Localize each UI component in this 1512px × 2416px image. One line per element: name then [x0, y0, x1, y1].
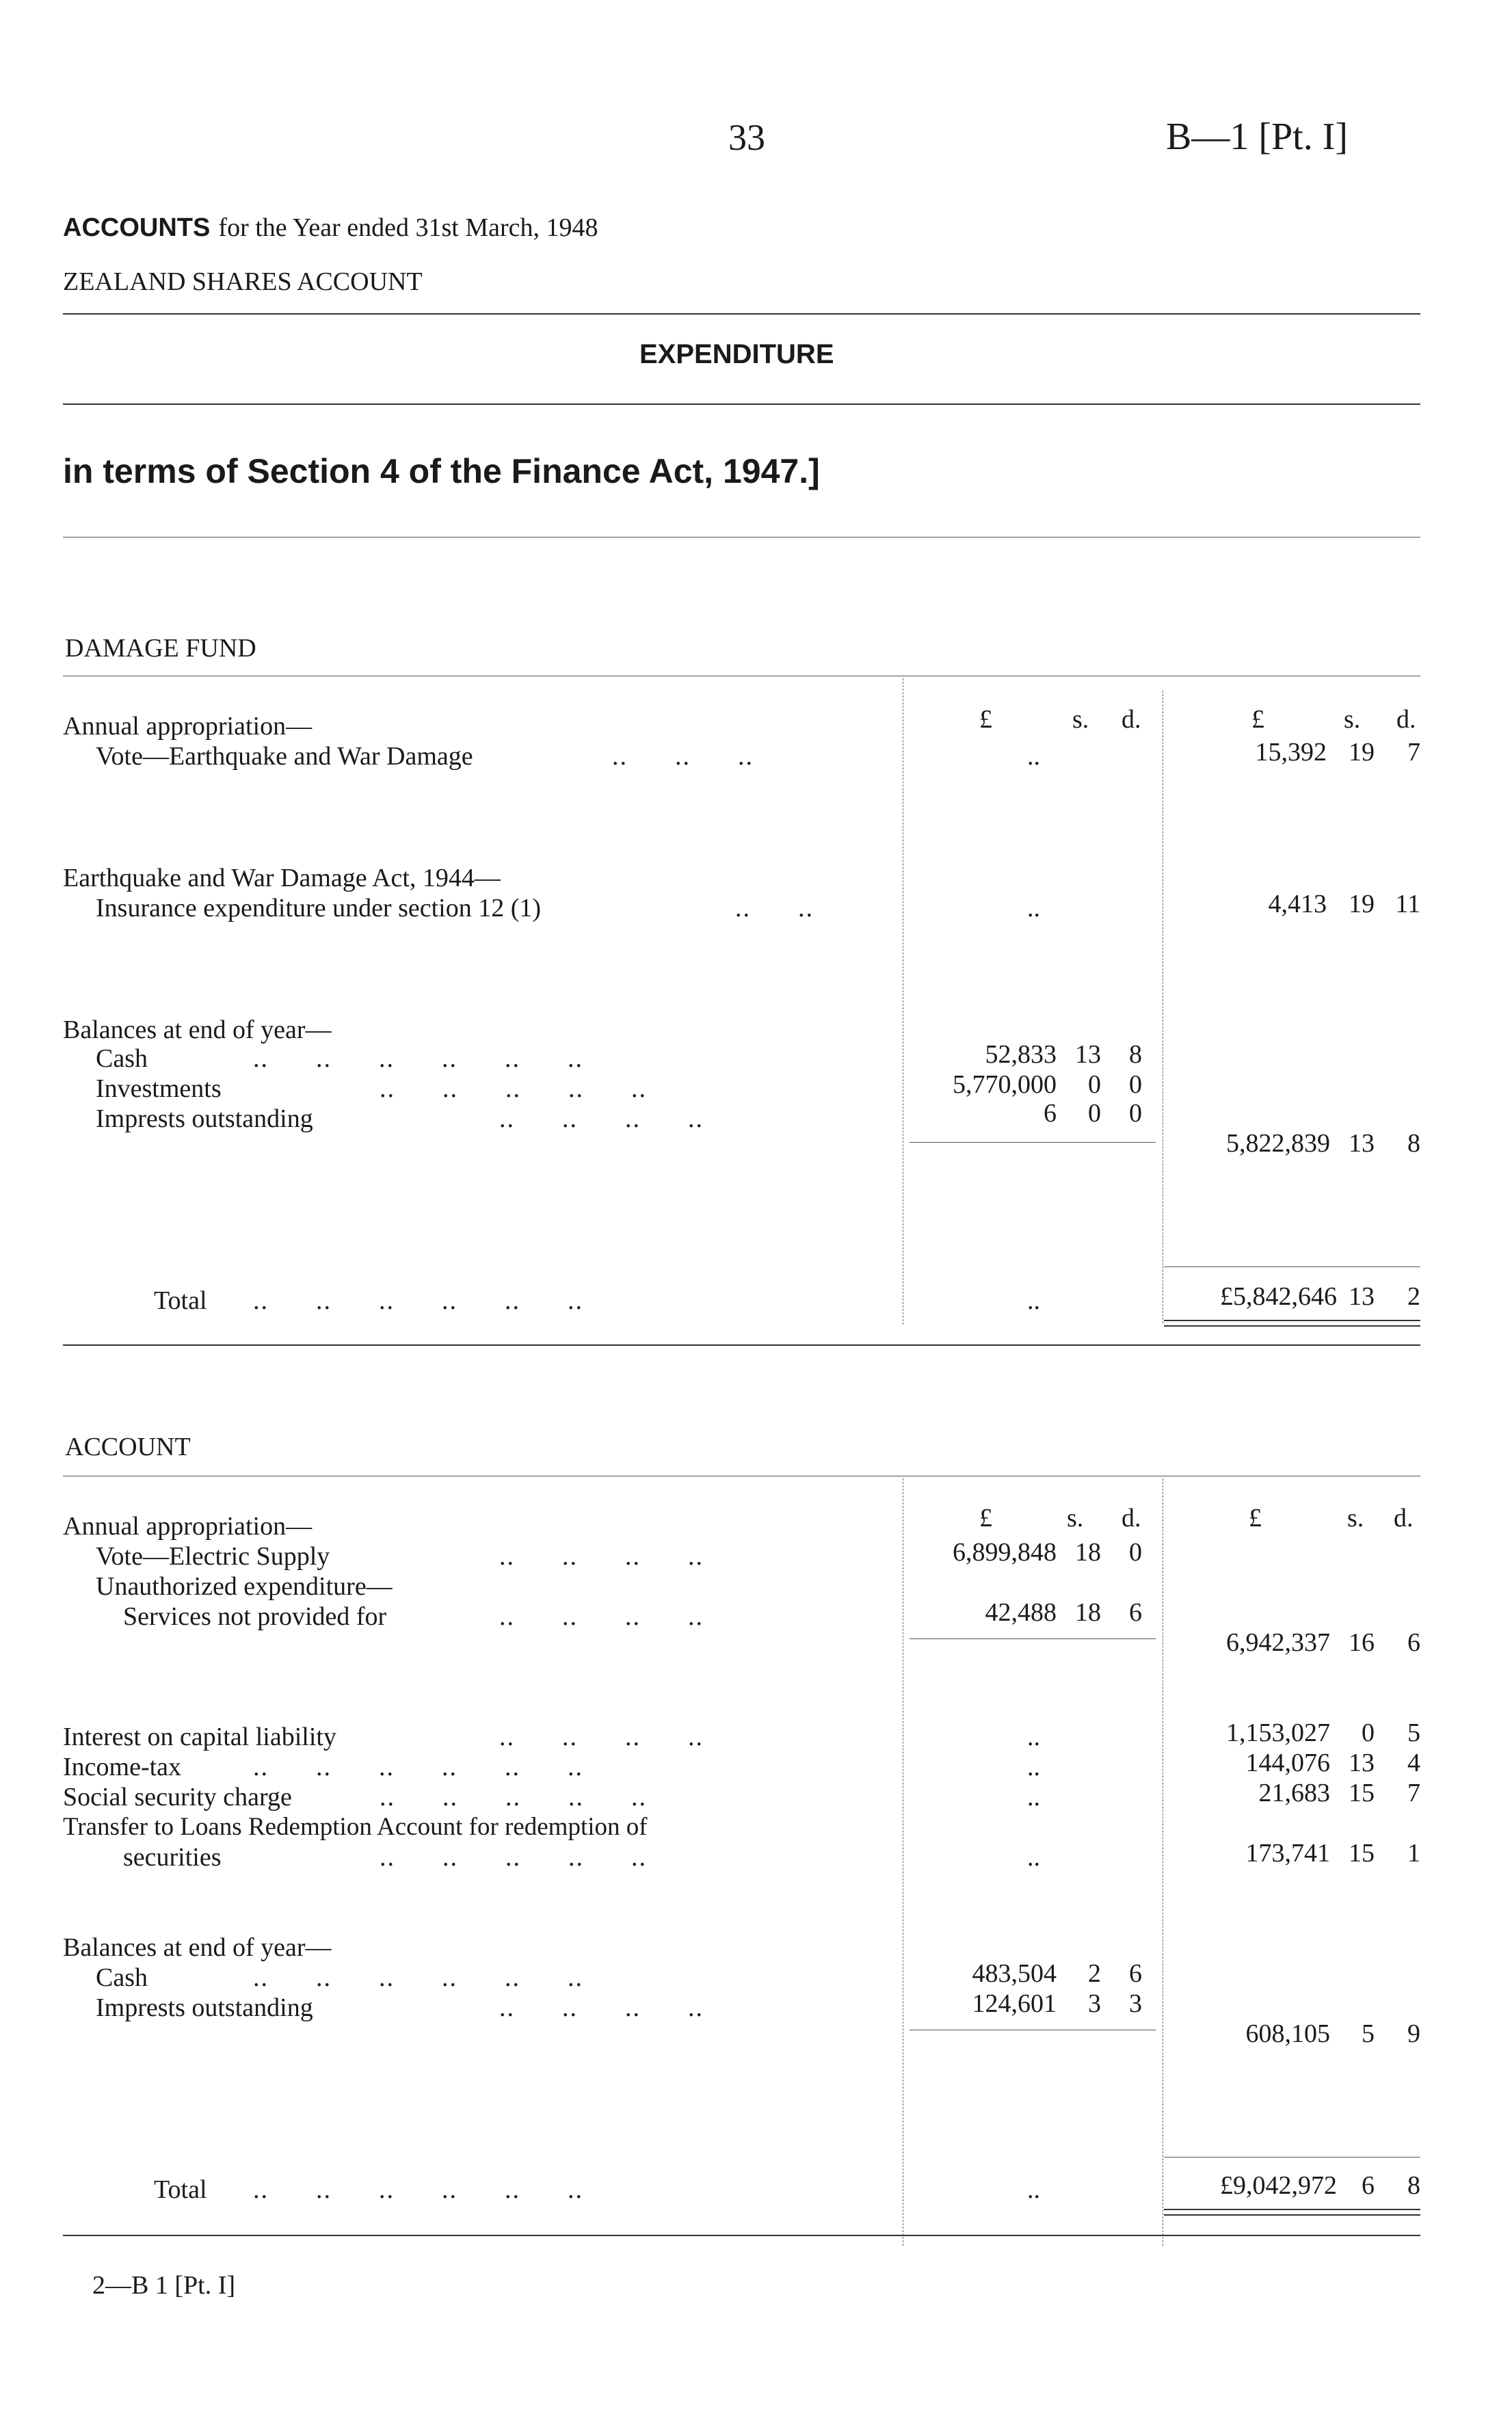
cash-col1-pounds: 483,504 — [972, 1959, 1057, 1988]
grand-total-shillings: 6 — [1362, 2171, 1375, 2200]
cash-label: Cash — [96, 1044, 148, 1073]
imprests-label: Imprests outstanding — [96, 1104, 313, 1133]
leader-dots: .. .. .. .. — [499, 1993, 704, 2022]
insurance-label: Insurance expenditure under section 12 (1) — [96, 894, 542, 922]
leader-dots: .. .. .. .. .. — [380, 1783, 647, 1811]
total-rule — [1164, 2157, 1420, 2158]
social-security-total-shillings: 15 — [1349, 1779, 1375, 1807]
leader-dots: .. .. .. .. .. .. — [253, 1286, 583, 1315]
vote-total-pence: 7 — [1407, 738, 1420, 767]
approp-total-shillings: 16 — [1349, 1628, 1375, 1657]
investments-col1-shillings: 0 — [1088, 1070, 1101, 1099]
col1-shillings-head: s. — [1067, 1504, 1084, 1532]
damage-fund-title: DAMAGE FUND — [65, 634, 256, 663]
document-reference: B—1 [Pt. I] — [1166, 116, 1348, 158]
vote-col1: .. — [1027, 742, 1040, 771]
account-name: ZEALAND SHARES ACCOUNT — [63, 267, 423, 296]
page-number: 33 — [728, 117, 765, 158]
accounts-label: ACCOUNTS — [63, 213, 211, 242]
col2-shillings-head: s. — [1347, 1504, 1364, 1532]
securities-total-pounds: 173,741 — [1245, 1839, 1330, 1868]
grand-total-pounds: £5,842,646 — [1220, 1282, 1337, 1311]
annual-appropriation-label: Annual appropriation— — [63, 712, 313, 741]
services-col1-pence: 6 — [1129, 1598, 1142, 1627]
social-security-col1: .. — [1027, 1783, 1040, 1811]
accounts-period: for the Year ended 31st March, 1948 — [218, 213, 598, 242]
social-security-total-pounds: 21,683 — [1258, 1779, 1330, 1807]
grand-total-shillings: 13 — [1349, 1282, 1375, 1311]
vote-col1-pounds: 6,899,848 — [953, 1538, 1057, 1567]
cash-col1-pence: 6 — [1129, 1959, 1142, 1988]
imprests-col1-shillings: 3 — [1088, 1989, 1101, 2018]
divider — [63, 313, 1420, 315]
grand-total-pounds: £9,042,972 — [1220, 2171, 1337, 2200]
services-col1-shillings: 18 — [1075, 1598, 1101, 1627]
grand-total-pence: 8 — [1407, 2171, 1420, 2200]
balances-total-pence: 8 — [1407, 1129, 1420, 1158]
cash-col1-pounds: 52,833 — [985, 1040, 1057, 1069]
securities-label: securities — [123, 1843, 222, 1872]
col1-pence-head: d. — [1122, 1504, 1141, 1532]
social-security-label: Social security charge — [63, 1783, 292, 1811]
col2-pence-head: d. — [1394, 1504, 1414, 1532]
vote-total-pounds: 15,392 — [1255, 738, 1327, 767]
divider — [63, 403, 1420, 405]
col1-pound-head: £ — [979, 705, 992, 734]
imprests-label: Imprests outstanding — [96, 1993, 313, 2022]
securities-col1: .. — [1027, 1843, 1040, 1872]
col2-pound-head: £ — [1251, 705, 1264, 734]
balances-total-pence: 9 — [1407, 2019, 1420, 2048]
cash-col1-shillings: 13 — [1075, 1040, 1101, 1069]
insurance-total-shillings: 19 — [1349, 890, 1375, 918]
leader-dots: .. .. .. — [612, 742, 754, 771]
interest-total-pounds: 1,153,027 — [1226, 1718, 1330, 1747]
investments-label: Investments — [96, 1074, 222, 1103]
balances-total-pounds: 5,822,839 — [1226, 1129, 1330, 1158]
total-col1: .. — [1027, 1286, 1040, 1315]
col1-shillings-head: s. — [1072, 705, 1089, 734]
leader-dots: .. .. .. .. .. — [380, 1074, 647, 1103]
balances-label: Balances at end of year— — [63, 1015, 332, 1044]
account-title: ACCOUNT — [65, 1433, 191, 1461]
services-label: Services not provided for — [123, 1602, 387, 1631]
cash-col1-pence: 8 — [1129, 1040, 1142, 1069]
leader-dots: .. .. .. .. .. — [380, 1843, 647, 1872]
leader-dots: .. .. — [735, 894, 814, 922]
leader-dots: .. .. .. .. — [499, 1104, 704, 1133]
signature-mark: 2—B 1 [Pt. I] — [92, 2271, 235, 2300]
annual-appropriation-label: Annual appropriation— — [63, 1512, 313, 1541]
transfer-label: Transfer to Loans Redemption Account for redemption of — [63, 1813, 648, 1841]
approp-total-pounds: 6,942,337 — [1226, 1628, 1330, 1657]
investments-col1-pence: 0 — [1129, 1070, 1142, 1099]
total-label: Total — [154, 2175, 207, 2204]
total-label: Total — [154, 1286, 207, 1315]
subtotal-rule — [910, 1638, 1156, 1639]
approp-total-pence: 6 — [1407, 1628, 1420, 1657]
leader-dots: .. .. .. .. .. .. — [253, 1963, 583, 1992]
income-tax-total-shillings: 13 — [1349, 1749, 1375, 1777]
col2-shillings-head: s. — [1344, 705, 1361, 734]
interest-col1: .. — [1027, 1723, 1040, 1751]
balances-total-shillings: 13 — [1349, 1129, 1375, 1158]
leader-dots: .. .. .. .. — [499, 1542, 704, 1571]
col1-pence-head: d. — [1122, 705, 1141, 734]
section-end-rule — [63, 1344, 1420, 1346]
section-end-rule — [63, 2235, 1420, 2236]
leader-dots: .. .. .. .. — [499, 1723, 704, 1751]
insurance-total-pounds: 4,413 — [1268, 890, 1327, 918]
income-tax-total-pence: 4 — [1407, 1749, 1420, 1777]
income-tax-total-pounds: 144,076 — [1245, 1749, 1330, 1777]
services-col1-pounds: 42,488 — [985, 1598, 1057, 1627]
col2-pound-head: £ — [1249, 1504, 1262, 1532]
double-rule — [1164, 2214, 1420, 2216]
grand-total-pence: 2 — [1407, 1282, 1420, 1311]
balances-total-shillings: 5 — [1362, 2019, 1375, 2048]
insurance-total-pence: 11 — [1395, 890, 1420, 918]
section-note: in terms of Section 4 of the Finance Act, 1947.] — [63, 452, 820, 490]
investments-col1-pounds: 5,770,000 — [953, 1070, 1057, 1099]
securities-total-shillings: 15 — [1349, 1839, 1375, 1868]
interest-label: Interest on capital liability — [63, 1723, 336, 1751]
double-rule — [1164, 1325, 1420, 1327]
interest-total-shillings: 0 — [1362, 1718, 1375, 1747]
total-col1: .. — [1027, 2175, 1040, 2204]
leader-dots: .. .. .. .. — [499, 1602, 704, 1631]
social-security-total-pence: 7 — [1407, 1779, 1420, 1807]
vote-col1-pence: 0 — [1129, 1538, 1142, 1567]
balances-label: Balances at end of year— — [63, 1933, 332, 1962]
balances-total-pounds: 608,105 — [1245, 2019, 1330, 2048]
insurance-col1: .. — [1027, 894, 1040, 922]
imprests-col1-shillings: 0 — [1088, 1099, 1101, 1128]
expenditure-heading: EXPENDITURE — [639, 339, 834, 369]
cash-label: Cash — [96, 1963, 148, 1992]
leader-dots: .. .. .. .. .. .. — [253, 2175, 583, 2204]
vote-label: Vote—Electric Supply — [96, 1542, 330, 1571]
vote-label: Vote—Earthquake and War Damage — [96, 742, 473, 771]
imprests-col1-pence: 0 — [1129, 1099, 1142, 1128]
vote-col1-shillings: 18 — [1075, 1538, 1101, 1567]
securities-total-pence: 1 — [1407, 1839, 1420, 1868]
col1-pound-head: £ — [979, 1504, 992, 1532]
cash-col1-shillings: 2 — [1088, 1959, 1101, 1988]
col2-pence-head: d. — [1396, 705, 1416, 734]
double-rule — [1164, 2209, 1420, 2210]
leader-dots: .. .. .. .. .. .. — [253, 1753, 583, 1781]
interest-total-pence: 5 — [1407, 1718, 1420, 1747]
accounts-heading — [63, 212, 598, 243]
double-rule — [1164, 1320, 1420, 1321]
total-rule — [1164, 1266, 1420, 1267]
income-tax-label: Income-tax — [63, 1753, 182, 1781]
imprests-col1-pounds: 6 — [1044, 1099, 1057, 1128]
vote-total-shillings: 19 — [1349, 738, 1375, 767]
act-label: Earthquake and War Damage Act, 1944— — [63, 864, 501, 892]
imprests-col1-pence: 3 — [1129, 1989, 1142, 2018]
imprests-col1-pounds: 124,601 — [972, 1989, 1057, 2018]
subtotal-rule — [910, 1142, 1156, 1143]
unauthorized-label: Unauthorized expenditure— — [96, 1572, 393, 1601]
income-tax-col1: .. — [1027, 1753, 1040, 1781]
leader-dots: .. .. .. .. .. .. — [253, 1044, 583, 1073]
